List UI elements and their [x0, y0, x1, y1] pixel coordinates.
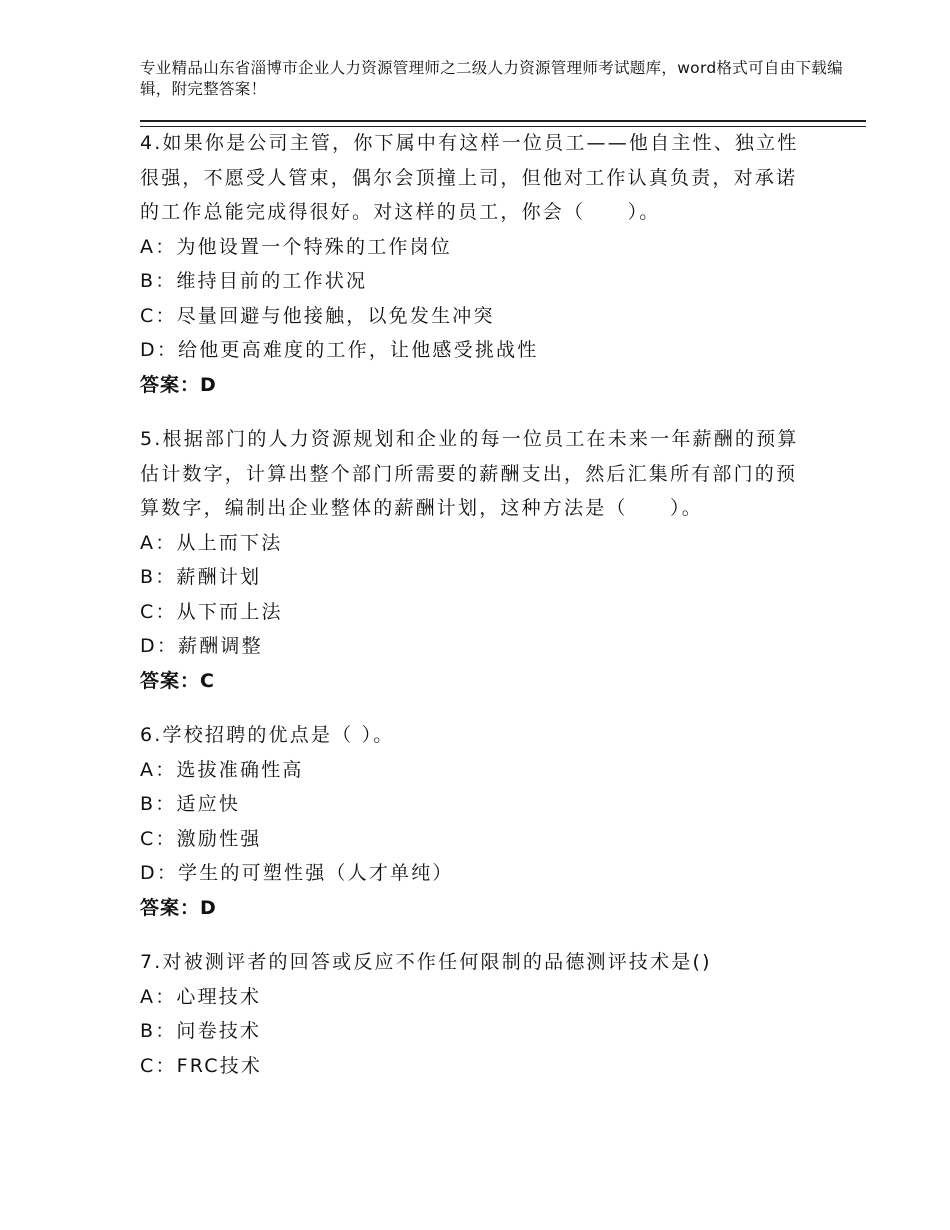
- option-c: C：尽量回避与他接触，以免发生冲突: [140, 304, 495, 327]
- question-4: [140, 126, 810, 402]
- question-stem: 6.学校招聘的优点是（ ）。: [140, 724, 395, 746]
- option-a: A：选拔准确性高: [140, 758, 304, 781]
- answer: 答案：D: [140, 896, 217, 919]
- question-stem: 5.根据部门的人力资源规划和企业的每一位员工在未来一年薪酬的预算估计数字，计算出整个部门所需要的薪酬支出，然后汇集所有部门的预算数字，编制出企业整体的薪酬计划，这种方法是（ ）。: [140, 428, 799, 519]
- question-6: [140, 718, 810, 925]
- option-c: C：激励性强: [140, 827, 262, 850]
- option-d: D：薪酬调整: [140, 635, 263, 657]
- question-list: [140, 126, 810, 1103]
- question-5: [140, 422, 810, 698]
- answer: 答案：D: [140, 373, 217, 396]
- question-7: [140, 945, 810, 1083]
- option-d: D：给他更高难度的工作，让他感受挑战性: [140, 339, 539, 361]
- option-d: D：学生的可塑性强（人才单纯）: [140, 862, 454, 884]
- option-b: B：薪酬计划: [140, 566, 262, 588]
- option-a: A：从上而下法: [140, 531, 283, 554]
- option-b: B：维持目前的工作状况: [140, 270, 368, 292]
- question-stem: 4.如果你是公司主管，你下属中有这样一位员工——他自主性、独立性很强，不愿受人管束，偶尔会顶撞上司，但他对工作认真负责，对承诺的工作总能完成得很好。对这样的员工，你会（ ）。: [140, 132, 799, 223]
- option-a: A：为他设置一个特殊的工作岗位: [140, 235, 452, 258]
- answer: 答案：C: [140, 669, 215, 692]
- option-a: A：心理技术: [140, 985, 262, 1008]
- option-c: C：FRC技术: [140, 1054, 263, 1077]
- option-b: B：问卷技术: [140, 1020, 262, 1042]
- page-header: 专业精品山东省淄博市企业人力资源管理师之二级人力资源管理师考试题库，word格式可自由下载编辑，附完整答案！: [140, 59, 843, 98]
- question-stem: 7.对被测评者的回答或反应不作任何限制的品德测评技术是(): [140, 951, 712, 973]
- option-c: C：从下而上法: [140, 600, 283, 623]
- option-b: B：适应快: [140, 793, 241, 815]
